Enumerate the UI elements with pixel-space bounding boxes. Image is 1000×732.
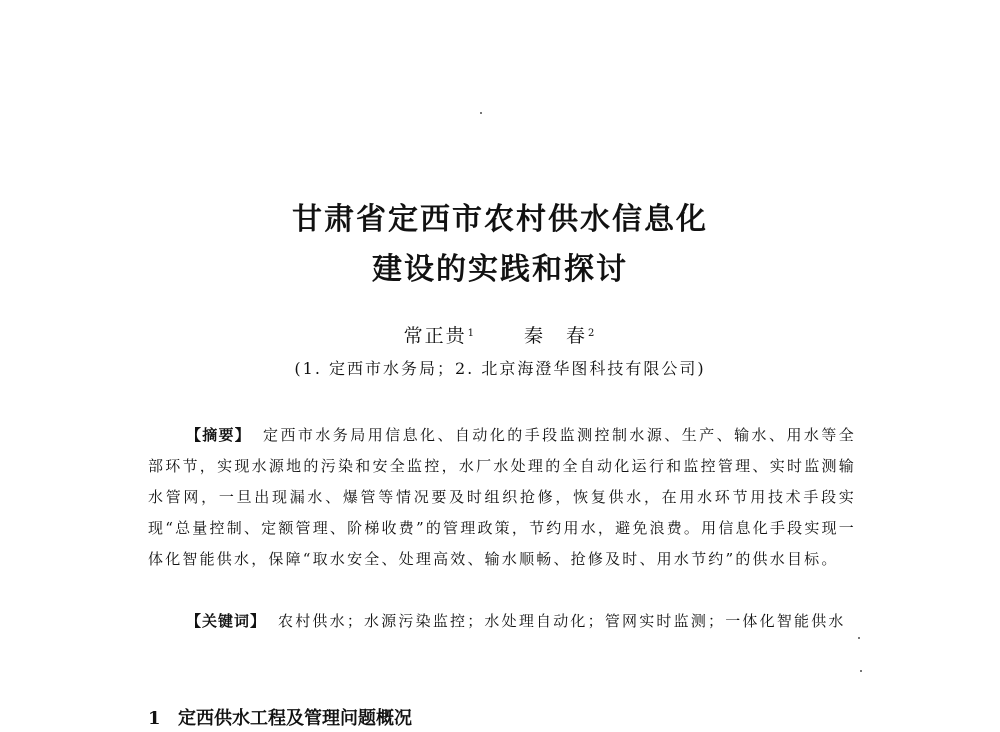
- author-2-affiliation-mark: 2: [588, 328, 597, 339]
- abstract-label: 【摘要】: [186, 426, 251, 444]
- paper-title-line-2: 建设的实践和探讨: [372, 252, 628, 287]
- section-heading-1: [148, 706, 412, 732]
- author-2-name: 秦 春: [524, 325, 588, 347]
- keywords-text: 农村供水；水源污染监控；水处理自动化；管网实时监测；一体化智能供水: [278, 612, 846, 630]
- scan-speck: [860, 670, 862, 672]
- author-1-affiliation-mark: 1: [467, 328, 476, 339]
- keywords: [148, 606, 856, 637]
- keywords-label: 【关键词】: [186, 612, 267, 630]
- section-title: 定西供水工程及管理问题概况: [178, 708, 412, 729]
- author-2: [524, 322, 596, 350]
- abstract-text: 定西市水务局用信息化、自动化的手段监测控制水源、生产、输水、用水等全部环节，实现水源地的污染和安全监控，水厂水处理的全自动化运行和监控管理、实时监测输水管网，一旦出现漏水、爆管等情况要及时组织抢修，恢复供水，在用水环节用技术手段实现“总量控制、定额管理、阶梯收费”的管理政策，节约用水，避免浪费。用信息化手段实现一体化智能供水，保障“取水安全、处理高效、输水顺畅、抢修及时、用水节约”的供水目标。: [148, 426, 856, 568]
- authors: [0, 322, 1000, 350]
- scan-speck: [480, 112, 482, 114]
- scan-speck: [858, 637, 860, 639]
- affiliation: (1. 定西市水务局；2. 北京海澄华图科技有限公司): [294, 359, 706, 378]
- section-number: 1: [148, 708, 161, 729]
- author-1: [404, 322, 476, 350]
- author-1-name: 常正贵: [403, 325, 467, 347]
- paper-title-line-1: 甘肃省定西市农村供水信息化: [292, 202, 708, 237]
- abstract: [148, 420, 856, 575]
